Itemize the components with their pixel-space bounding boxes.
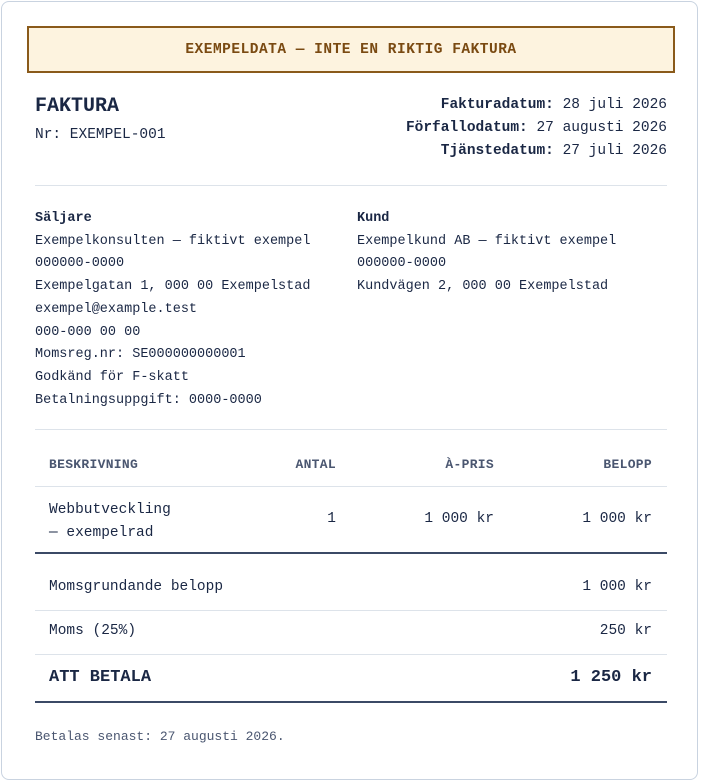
seller-line: Exempelgatan 1, 000 00 Exempelstad	[35, 279, 311, 295]
seller-block	[35, 208, 310, 412]
column-header-quantity: ANTAL	[295, 457, 336, 472]
seller-email: exempel@example.test	[35, 301, 198, 317]
row-unit-price: 1 000 kr	[424, 511, 494, 527]
date-label: Fakturadatum:	[440, 97, 554, 113]
column-header-description: BESKRIVNING	[49, 457, 139, 472]
divider	[35, 654, 667, 655]
total-value: 1 250 kr	[570, 668, 652, 687]
invoice-number: Nr: EXEMPEL-001	[35, 127, 166, 143]
sample-data-banner: EXEMPELDATA — INTE EN RIKTIG FAKTURA	[27, 26, 675, 73]
date-label: Tjänstedatum:	[440, 143, 554, 159]
customer-line: 000000-0000	[357, 256, 447, 272]
due-date-row	[406, 117, 667, 140]
service-date-row	[406, 140, 667, 163]
payment-due-note: Betalas senast: 27 augusti 2026.	[35, 729, 285, 744]
date-value: 27 juli 2026	[562, 143, 667, 159]
column-header-unit-price: À-PRIS	[445, 457, 494, 472]
vat-value: 250 kr	[599, 623, 652, 639]
net-amount-value: 1 000 kr	[582, 579, 652, 595]
column-header-amount: BELOPP	[603, 457, 652, 472]
divider	[35, 486, 667, 487]
customer-line: Exempelkund AB — fiktivt exempel	[357, 233, 617, 249]
date-value: 27 augusti 2026	[536, 120, 667, 136]
table-divider	[35, 552, 667, 554]
invoice-date-row	[406, 94, 667, 117]
row-description: Webbutveckling — exempelrad	[49, 502, 171, 541]
divider	[35, 429, 667, 430]
net-amount-label: Momsgrundande belopp	[49, 579, 224, 595]
seller-line: Godkänd för F-skatt	[35, 369, 189, 385]
total-divider	[35, 701, 667, 703]
customer-block	[357, 208, 616, 299]
row-quantity: 1	[327, 511, 336, 527]
vat-label: Moms (25%)	[49, 623, 137, 639]
invoice-title: FAKTURA	[35, 95, 120, 118]
seller-line: Betalningsuppgift: 0000-0000	[35, 392, 262, 408]
divider	[35, 185, 667, 186]
date-value: 28 juli 2026	[562, 97, 667, 113]
customer-heading: Kund	[357, 211, 390, 226]
date-label: Förfallodatum:	[405, 120, 528, 136]
divider	[35, 610, 667, 611]
seller-line: Momsreg.nr: SE000000000001	[35, 347, 246, 363]
invoice-dates	[406, 94, 667, 163]
customer-line: Kundvägen 2, 000 00 Exempelstad	[357, 279, 609, 295]
row-amount: 1 000 kr	[582, 511, 652, 527]
seller-line: 000-000 00 00	[35, 324, 141, 340]
total-label: ATT BETALA	[49, 668, 152, 687]
seller-heading: Säljare	[35, 211, 92, 226]
seller-line: Exempelkonsulten — fiktivt exempel	[35, 233, 311, 249]
seller-line: 000000-0000	[35, 256, 125, 272]
